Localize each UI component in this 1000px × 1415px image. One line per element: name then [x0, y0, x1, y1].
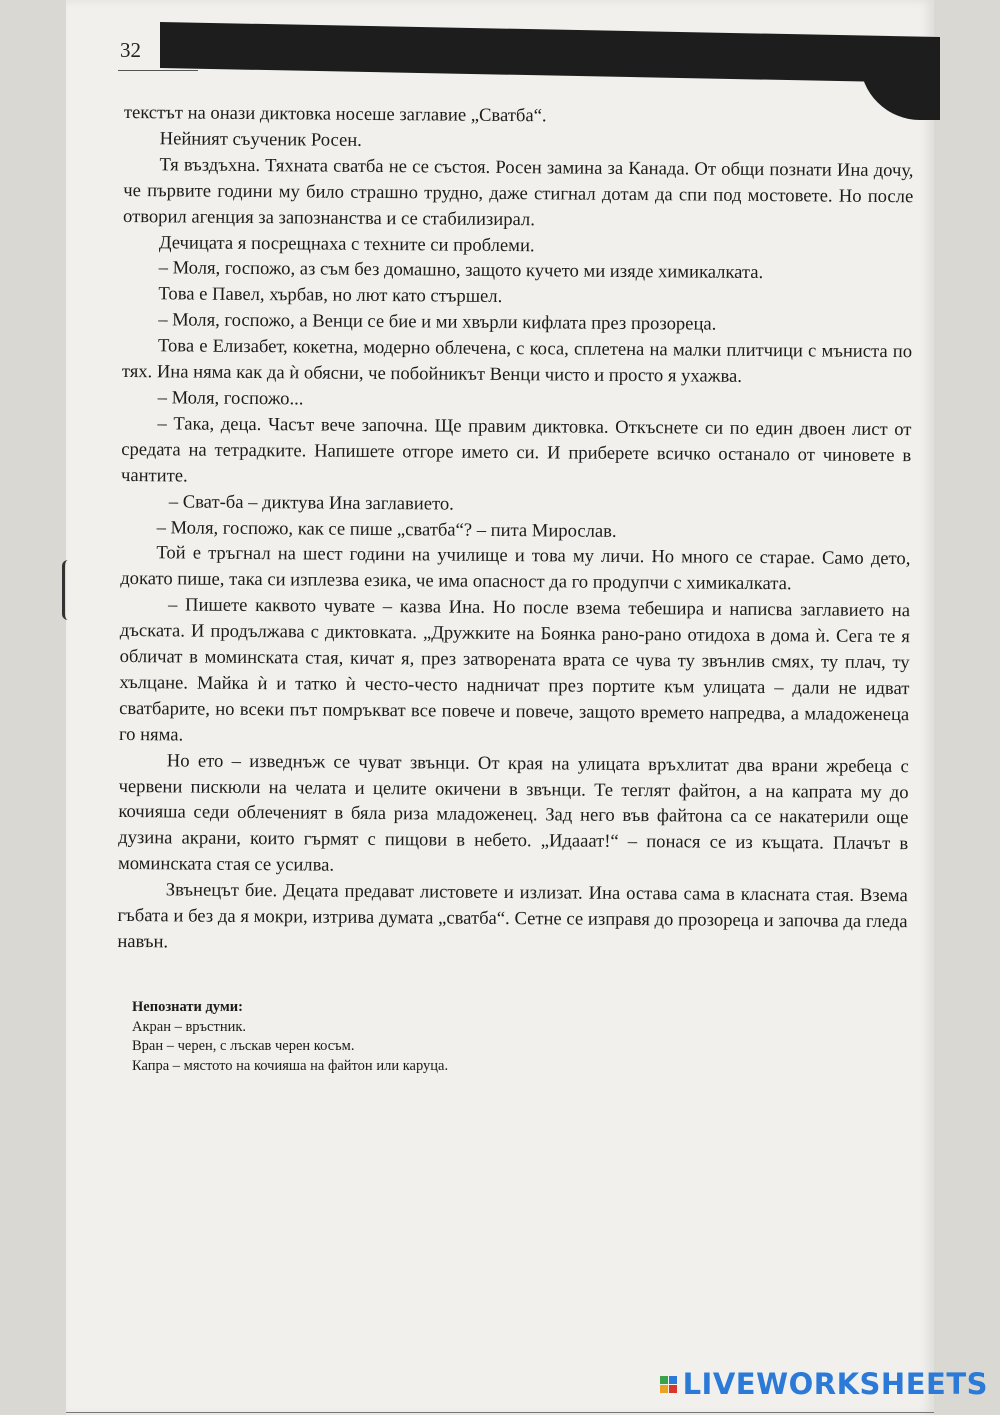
liveworksheets-logo-icon — [660, 1376, 677, 1393]
paragraph: Но ето – изведнъж се чуват звънци. От края на улицата връхлитат два врани жребеца с червени пискюли на челата и целите окичени в звънци. Те теглят файтон, а на капрата му до кочияша седи облеченият в бяла риза младоженец. Зад него във файтона са се накатерили още дузина акрани, които гърмят с пищови в небето. „Идааат!“ – понася се из къщата. Плачът в моминската стая се усилва. — [117, 750, 909, 876]
glossary — [132, 998, 448, 1076]
paragraph: Дечицата я посрещнаха с техните си проблеми. — [158, 231, 535, 256]
logo-square — [669, 1376, 677, 1384]
glossary-entry: Вран – черен, с лъскав черен косъм. — [132, 1038, 355, 1054]
paragraph: Тя въздъхна. Тяхната сватба не се състоя. Росен замина за Канада. От общи познати Ина дочу, че първите години му било страшно трудно, даже стигнал дотам да спи под мостовете. Но после отворил агенция за запознанства и се стабилизирал. — [123, 154, 914, 230]
paragraph: Звънецът бие. Децата предават листовете и излизат. Ина остава сама в класната стая. Взема гъбата и без да я мокри, изтрива думата „сватба“. Сетне се изправя до прозореца и започва да гледа навън. — [117, 879, 908, 953]
paragraph: текстът на онази диктовка носеше заглавие „Сватба“. — [123, 101, 547, 127]
paragraph: – Моля, госпожо, а Венци се бие и ми хвърли кифлата през прозореца. — [158, 309, 717, 335]
paragraph: – Моля, госпожо... — [157, 387, 304, 410]
paragraph: Той е тръгнал на шест години на училище и това му личи. Но много се старае. Само дето, докато пише, така си изплезва езика, че има опасност да го продупчи с химикалката. — [120, 542, 911, 595]
logo-square — [660, 1385, 668, 1393]
glossary-title: Непознати думи: — [132, 999, 243, 1015]
binding-mark — [62, 560, 71, 620]
story-text — [117, 100, 914, 961]
glossary-entry: Акран – връстник. — [132, 1018, 247, 1035]
paragraph: – Моля, госпожо, аз съм без домашно, защото кучето ми изяде химикалката. — [158, 257, 764, 284]
glossary-entry: Капра – мястото на кочияша на файтон или каруца. — [132, 1057, 449, 1074]
header-rule — [118, 70, 198, 71]
watermark-text: LIVEWORKSHEETS — [682, 1367, 988, 1401]
paragraph: Това е Павел, хърбав, но лют като стършел. — [158, 283, 503, 308]
paragraph: – Сват-ба – диктува Ина заглавието. — [168, 490, 454, 515]
logo-square — [669, 1385, 677, 1393]
paragraph: – Пишете каквото чувате – казва Ина. Но после взема тебешира и написва заглавието на дъската. И продължава с диктовката. „Дружките на Боянка рано-рано отидоха в дома ѝ. Сега те я обличат в моминската стая, кичат я, през затворената врата се чува ту звънлив смях, ту плач, ту хълцане. Майка ѝ и татко ѝ често-често надничат през портите към улицата – дали не идват сватбарите, но всеки път помръкват все повече и повече, защото времето напредва, а младоженеца го няма. — [118, 594, 911, 746]
page-bottom-edge — [66, 1412, 934, 1413]
logo-square — [660, 1376, 668, 1384]
paragraph: – Моля, госпожо, как се пише „сватба“? – пита Мирослав. — [156, 516, 617, 542]
paragraph: – Така, деца. Часът вече започна. Ще правим диктовка. Откъснете си по един двоен лист от средата на тетрадките. Напишете отгоре името си. И приберете всичко останало от чиновете в чантите. — [120, 413, 912, 487]
page-number: 32 — [120, 38, 141, 62]
liveworksheets-watermark — [660, 1367, 988, 1401]
paragraph: Това е Елизабет, кокетна, модерно облечена, с коса, сплетена на малки плитчици с мъниста по тях. Ина няма как да ѝ обясни, че побойникът Венци чисто и просто я ухажва. — [121, 335, 913, 387]
paragraph: Нейният съученик Росен. — [159, 128, 362, 151]
